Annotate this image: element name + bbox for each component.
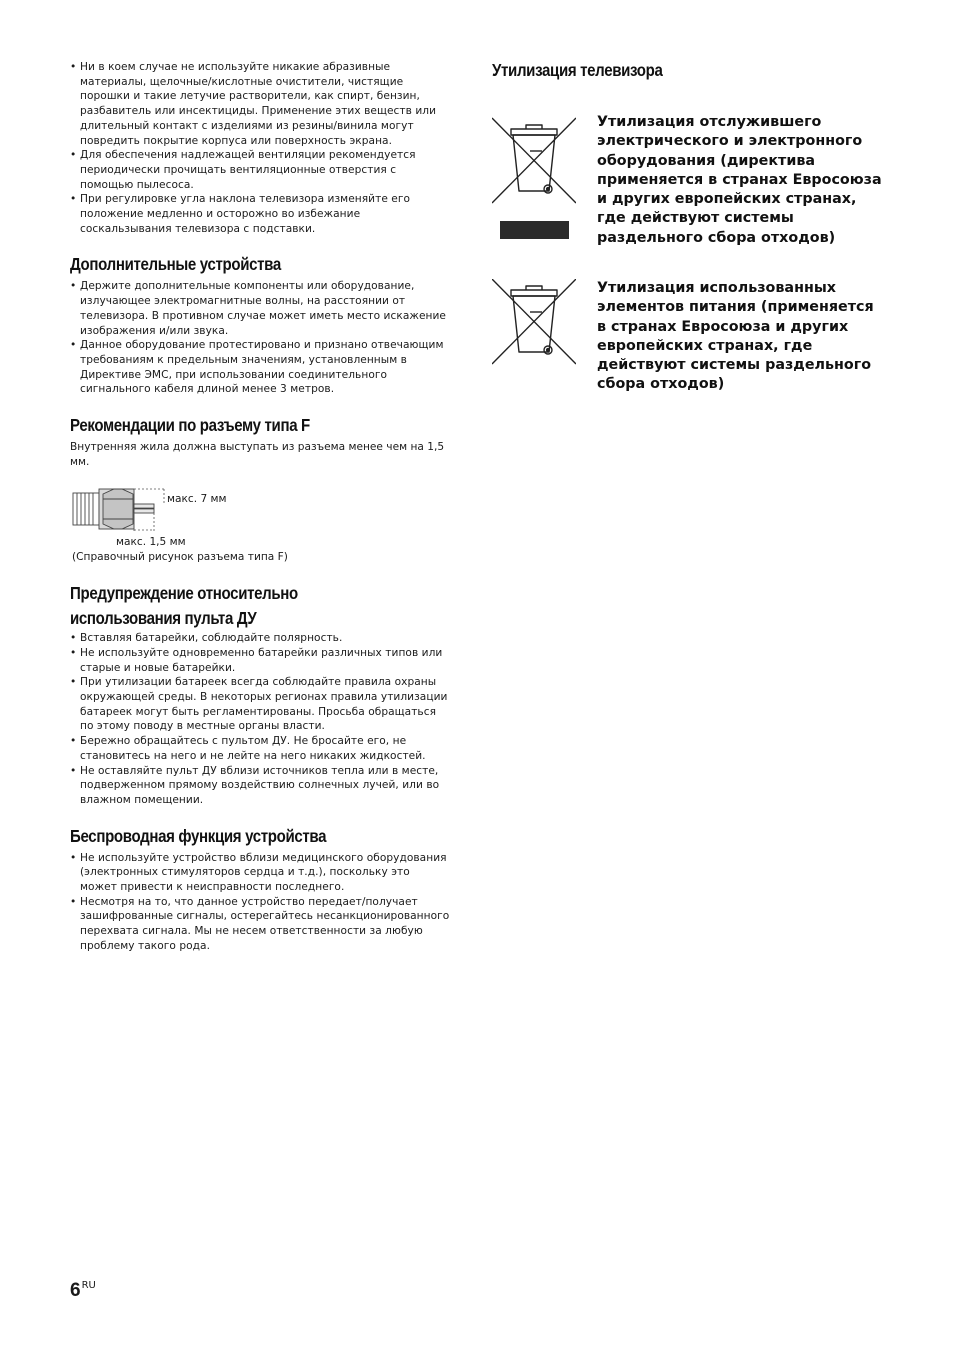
list-item: • Для обеспечения надлежащей вентиляции рекомендуется периодически прочищать вентиляционные отверстия с помощью пылесоса. xyxy=(70,148,450,192)
ftype-text: Внутренняя жила должна выступать из разъема менее чем на 1,5 мм. xyxy=(70,441,445,468)
f-connector-figure xyxy=(70,486,330,548)
list-item: • Не оставляйте пульт ДУ вблизи источников тепла или в месте, подверженном прямому воздействию солнечных лучей, или во влажном помещении. xyxy=(70,764,450,808)
list-item: • При утилизации батареек всегда соблюдайте правила охраны окружающей среды. В некоторых регионах правила утилизации батареек могут быть регламентированы. Просьба обращаться по этому поводу в местные органы власти. xyxy=(70,675,450,734)
disposal-text-equipment: Утилизация отслужившего электрического и электронного оборудования (директива применяется в странах Евросоюза и других европейских странах, где действуют системы раздельного сбора отходов) xyxy=(597,114,882,246)
intro-bullet-list xyxy=(70,60,450,236)
crossed-out-bin-icon xyxy=(492,279,576,369)
disposal-item-batteries xyxy=(492,243,882,393)
right-column xyxy=(492,58,882,393)
section-title-wireless: Беспроводная функция устройства xyxy=(70,825,327,846)
list-item: • Не используйте устройство вблизи медицинского оборудования (электронных стимуляторов сердца и т.д.), поскольку это может привести к неисправности последнего. xyxy=(70,851,450,895)
section-title-remote-line2: использования пульта ДУ xyxy=(70,608,257,629)
list-item: • Вставляя батарейки, соблюдайте полярность. xyxy=(70,631,450,646)
section-title-remote-line1: Предупреждение относительно xyxy=(70,583,298,604)
wireless-bullet-list xyxy=(70,851,450,954)
label-max-7mm: макс. 7 мм xyxy=(167,493,227,506)
list-item: • Ни в коем случае не используйте никакие абразивные материалы, щелочные/кислотные очистители, чистящие порошки и такие летучие растворители, как спирт, бензин, разбавитель или инсектициды. Применение этих веществ или длительный контакт с изделиями из резины/винила могут повредить покрытие корпуса или поверхность экрана. xyxy=(70,60,450,148)
list-item: • Данное оборудование протестировано и признано отвечающим требованиям к предельным значениям, установленным в Директиве ЭМС, при использовании соединительного сигнального кабеля длиной менее 3 метров. xyxy=(70,338,450,397)
section-title-ftype: Рекомендации по разъему типа F xyxy=(70,415,310,436)
left-column xyxy=(70,60,450,954)
list-item: • Бережно обращайтесь с пультом ДУ. Не бросайте его, не становитесь на него и не лейте на него никаких жидкостей. xyxy=(70,734,450,763)
disposal-text-batteries: Утилизация использованных элементов питания (применяется в странах Евросоюза и других европейских странах, где действуют системы раздельного сбора отходов) xyxy=(597,280,874,393)
list-item: • Не используйте одновременно батарейки различных типов или старые и новые батарейки. xyxy=(70,646,450,675)
list-item: • При регулировке угла наклона телевизора изменяйте его положение медленно и осторожно во избежание соскальзывания телевизора с подставки. xyxy=(70,192,450,236)
label-max-15mm: макс. 1,5 мм xyxy=(116,536,186,549)
page-lang-code: RU xyxy=(81,1280,96,1291)
additional-bullet-list xyxy=(70,279,450,397)
crossed-out-bin-with-bar-icon xyxy=(492,113,576,243)
remote-bullet-list xyxy=(70,631,450,807)
disposal-item-equipment xyxy=(492,83,882,246)
page-number xyxy=(70,1280,96,1302)
list-item: • Несмотря на то, что данное устройство передает/получает зашифрованные сигналы, остерегайтесь несанкционированного перехвата сигнала. Мы не несем ответственности за любую проблему такого рода. xyxy=(70,895,450,954)
section-title-disposal: Утилизация телевизора xyxy=(492,60,663,80)
list-item: • Держите дополнительные компоненты или оборудование, излучающее электромагнитные волны, на расстоянии от телевизора. В противном случае может иметь место искажение изображения и/или звука. xyxy=(70,279,450,338)
section-title-additional: Дополнительные устройства xyxy=(70,254,281,275)
page-number-value: 6 xyxy=(70,1280,81,1301)
figure-caption: (Справочный рисунок разъема типа F) xyxy=(72,551,288,564)
